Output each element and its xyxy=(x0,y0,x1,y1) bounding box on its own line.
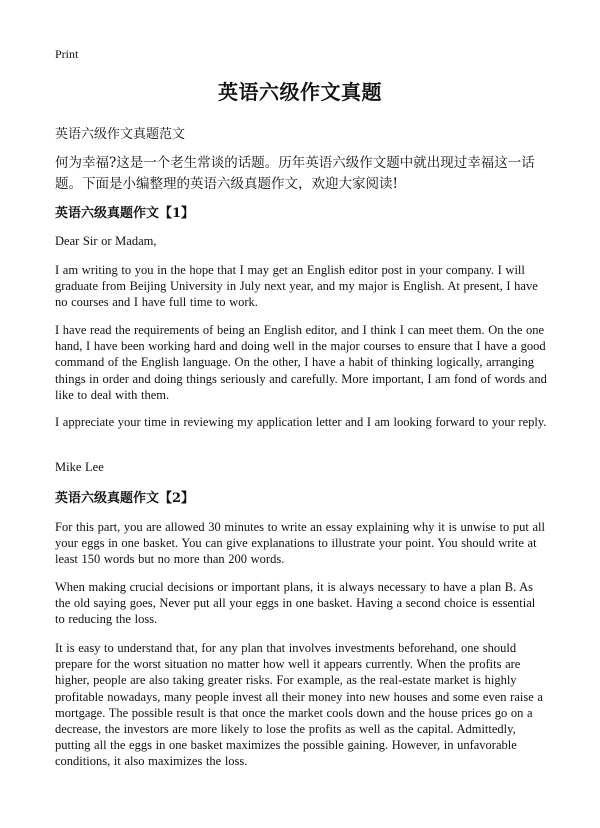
print-link[interactable]: Print xyxy=(55,47,79,61)
section-2-paragraph-2: When making crucial decisions or important plans, it is always necessary to have a plan B. As the old saying goes, Never put all your eggs in one basket. Having a second choice is essential to reducing the loss. xyxy=(55,580,536,627)
section-1-salutation: Dear Sir or Madam, xyxy=(55,234,157,248)
section-2-paragraph-1: For this part, you are allowed 30 minutes to write an essay explaining why it is unwise to put all your eggs in one basket. You can give explanations to illustrate your point. You should write at least 150 words but no more than 200 words. xyxy=(55,520,545,567)
page-title: 英语六级作文真题 xyxy=(218,80,382,104)
section-1-paragraph-3: I appreciate your time in reviewing my application letter and I am looking forward to your reply. xyxy=(55,415,547,429)
intro-paragraph: 何为幸福?这是一个老生常谈的话题。历年英语六级作文题中就出现过幸福这一话题。下面是小编整理的英语六级真题作文，欢迎大家阅读! xyxy=(55,155,535,192)
section-1-signature: Mike Lee xyxy=(55,460,104,474)
section-2-heading: 英语六级真题作文【2】 xyxy=(55,491,195,506)
section-1-heading: 英语六级真题作文【1】 xyxy=(55,206,195,221)
section-2-paragraph-3: It is easy to understand that, for any plan that involves investments beforehand, one should prepare for the worst situation no matter how well it appears currently. When the profits are higher, people are also taking greater risks. For example, as the real-estate market is highly profitable nowadays, many people invest all their money into new houses and some even raise a mortgage. The possible result is that once the market cools down and the house prices go on a decrease, the investors are more likely to lose the profits as well as the capital. Admittedly, putting all the eggs in one basket maximizes the possible gaining. However, in unfavorable conditions, it also maximizes the loss. xyxy=(55,641,543,769)
section-1-paragraph-1: I am writing to you in the hope that I may get an English editor post in your company. I will graduate from Beijing University in July next year, and my major is English. At present, I have no courses and I have full time to work. xyxy=(55,263,538,310)
page-subtitle: 英语六级作文真题范文 xyxy=(55,127,186,142)
section-1-paragraph-2: I have read the requirements of being an English editor, and I think I can meet them. On the one hand, I have been working hard and doing well in the major courses to ensure that I have a good command of the English language. On the other, I have a habit of thinking logically, arranging things in order and doing things seriously and carefully. More important, I am fond of words and like to deal with them. xyxy=(55,323,547,402)
